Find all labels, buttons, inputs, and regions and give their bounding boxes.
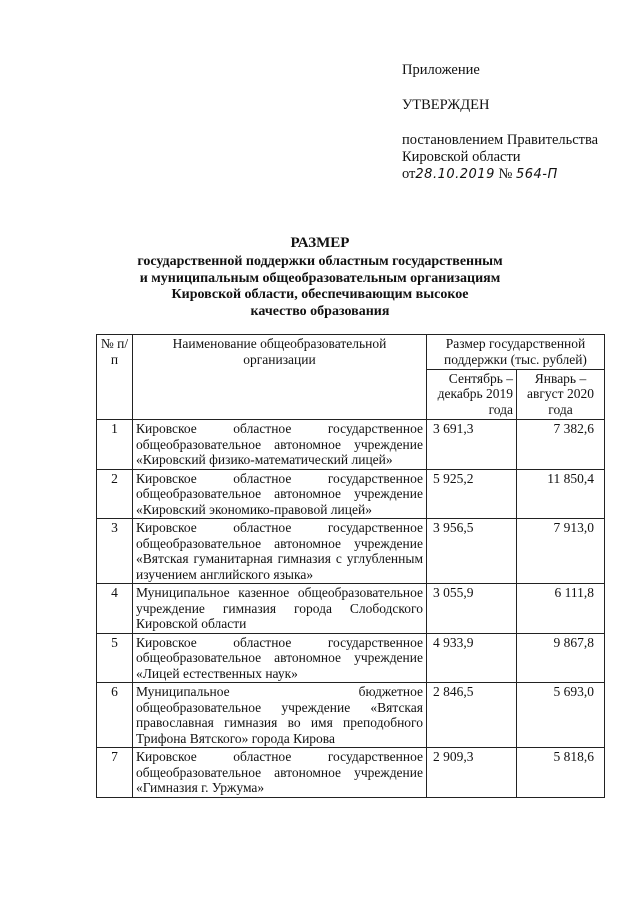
header-support: Размер государственной поддержки (тыс. рублей)	[427, 335, 605, 370]
table-row	[97, 633, 605, 683]
row-value-period-1: 2 846,5	[427, 683, 517, 748]
table-row	[97, 519, 605, 584]
row-name: Кировское областное государственное общеобразовательное автономное учреждение «Вятская гуманитарная гимназия с углубленным изучением английского языка»	[133, 519, 427, 584]
title-main: РАЗМЕР	[290, 235, 350, 251]
decree-line-1: постановлением Правительства	[402, 132, 599, 148]
row-value-period-2: 9 867,8	[517, 633, 605, 683]
document-title	[60, 235, 580, 320]
date-value: 28.10.2019	[415, 167, 495, 182]
row-value-period-2: 11 850,4	[517, 469, 605, 519]
row-value-period-2: 5 693,0	[517, 683, 605, 748]
row-value-period-2: 5 818,6	[517, 748, 605, 798]
row-num: 3	[97, 519, 133, 584]
row-value-period-1: 4 933,9	[427, 633, 517, 683]
support-table	[96, 334, 605, 798]
number-prefix: №	[498, 166, 513, 182]
appendix-label: Приложение	[402, 62, 480, 78]
number-value: 564-П	[515, 167, 558, 182]
row-value-period-2: 7 913,0	[517, 519, 605, 584]
row-name: Кировское областное государственное общеобразовательное автономное учреждение «Кировский физико-математический лицей»	[133, 420, 427, 470]
approved-label: УТВЕРЖДЕН	[402, 97, 490, 113]
header-period-1: Сентябрь – декабрь 2019 года	[427, 369, 517, 419]
row-num: 1	[97, 420, 133, 470]
row-value-period-2: 7 382,6	[517, 420, 605, 470]
row-num: 2	[97, 469, 133, 519]
row-value-period-1: 3 956,5	[427, 519, 517, 584]
table-row	[97, 683, 605, 748]
header-name: Наименование общеобразовательной организации	[133, 335, 427, 420]
decree-line-2: Кировской области	[402, 149, 521, 165]
row-name: Кировское областное государственное общеобразовательное автономное учреждение «Кировский экономико-правовой лицей»	[133, 469, 427, 519]
title-line: качество образования	[250, 303, 390, 319]
row-value-period-1: 2 909,3	[427, 748, 517, 798]
table-row	[97, 748, 605, 798]
title-line: Кировской области, обеспечивающим высокое	[171, 287, 469, 302]
table-row	[97, 584, 605, 634]
row-value-period-2: 6 111,8	[517, 584, 605, 634]
row-value-period-1: 5 925,2	[427, 469, 517, 519]
table-row	[97, 420, 605, 470]
row-name: Муниципальное казенное общеобразовательное учреждение гимназия города Слободского Кировской области	[133, 584, 427, 634]
row-num: 4	[97, 584, 133, 634]
row-value-period-1: 3 691,3	[427, 420, 517, 470]
row-num: 5	[97, 633, 133, 683]
row-name: Кировское областное государственное общеобразовательное автономное учреждение «Лицей естественных наук»	[133, 633, 427, 683]
table-header-row	[97, 335, 605, 370]
date-prefix: от	[402, 166, 416, 182]
title-line: и муниципальным общеобразовательным организациям	[139, 270, 501, 286]
table-row	[97, 469, 605, 519]
date-number-line	[402, 166, 632, 183]
approval-block	[402, 62, 632, 183]
header-period-2: Январь – август 2020 года	[517, 369, 605, 419]
header-num: № п/п	[97, 335, 133, 420]
row-num: 7	[97, 748, 133, 798]
row-name: Кировское областное государственное общеобразовательное автономное учреждение «Гимназия г. Уржума»	[133, 748, 427, 798]
title-line: государственной поддержки областным государственным	[137, 254, 503, 269]
row-value-period-1: 3 055,9	[427, 584, 517, 634]
row-name: Муниципальное бюджетное общеобразовательное учреждение «Вятская православная гимназия во имя преподобного Трифона Вятского» города Кирова	[133, 683, 427, 748]
row-num: 6	[97, 683, 133, 748]
